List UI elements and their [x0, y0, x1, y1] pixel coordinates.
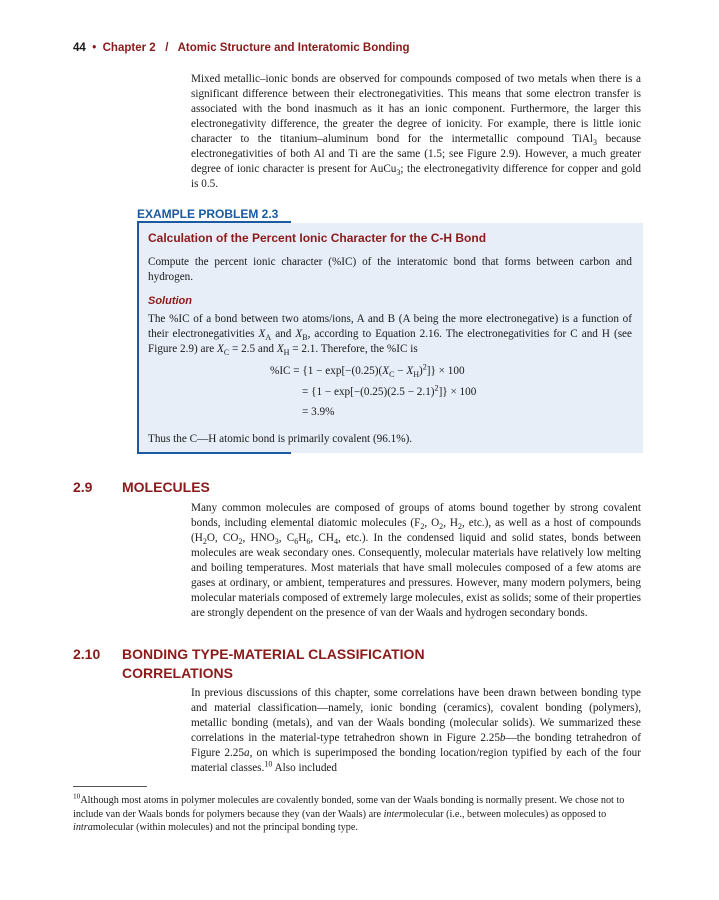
example-bottom-rule: [137, 452, 291, 454]
equation-rhs: ]} × 100: [426, 365, 465, 377]
header-separator: /: [165, 42, 169, 54]
equation-equals: =: [302, 386, 309, 398]
footnote-italic: inter: [383, 808, 403, 820]
var-x: X: [406, 365, 414, 377]
body-text: , HNO: [242, 532, 275, 544]
subscript: 4: [333, 537, 338, 547]
example-prompt: Compute the percent ionic character (%IC) of the interatomic bond that forms between carbon and hydrogen.: [148, 256, 632, 283]
var-x: X: [258, 328, 266, 340]
running-header: [73, 42, 410, 54]
section-number: 2.9: [73, 479, 93, 495]
footnote-italic: intra: [73, 822, 93, 833]
body-text: , on which is superimposed the bonding location/region typified by each of the four material classes.: [191, 747, 641, 774]
intro-text: because electronegativities of both Al and Ti are the same (1.5; see Figure 2.9). However, a much greater degree of ionic character is present for AuCu: [191, 133, 642, 175]
subscript: 2: [238, 537, 243, 547]
body-text: , CH: [310, 532, 334, 544]
subscript: 2: [202, 537, 207, 547]
body-text: , etc.). In the condensed liquid and solid states, bonds between molecules are weak secondary ones. Consequently, molecular materials have relatively low melting and boiling temperatures. Most materials that have small molecules composed of a few atoms are gases at ordinary, or ambient, temperatures and pressures. However, many modern polymers, being molecular materials composed of extremely large molecules, exist as solids; some of their properties are strongly dependent on the presence of van der Waals and hydrogen secondary bonds.: [191, 532, 642, 619]
figure-part-italic: a: [243, 747, 250, 759]
solution-text-part: The %IC of a bond between two atoms/ions, A and B (A being the more electronegative) is a function of their electronegativities: [148, 313, 632, 340]
equation-superscript: 2: [434, 383, 439, 393]
solution-text-part: = 2.5 and: [229, 343, 277, 355]
section-title-line-2: CORRELATIONS: [122, 665, 233, 681]
subscript: 3: [274, 537, 279, 547]
body-text: —the bonding tetrahedron of Figure 2.25: [191, 732, 641, 759]
var-subscript: A: [265, 333, 272, 343]
footnote-text: molecular (i.e., between molecules) as opposed to: [402, 808, 607, 820]
subscript: 2: [458, 522, 463, 532]
body-text: H: [298, 532, 307, 544]
equation-rhs: {1 − exp[−(0.25)(2.5 − 2.1): [311, 386, 435, 398]
solution-text-part: = 2.1. Therefore, the %IC is: [289, 343, 418, 355]
var-subscript: C: [223, 348, 230, 358]
footnote-text: molecular (within molecules) and not the principal bonding type.: [92, 822, 358, 833]
body-text: Also included: [272, 762, 337, 774]
body-text: , O: [424, 517, 440, 529]
section-number: 2.10: [73, 646, 101, 662]
intro-text: ; the electronegativity difference for copper and gold is 0.5.: [191, 163, 642, 190]
footnote: [73, 791, 641, 835]
section-2-9-heading: [0, 478, 719, 498]
var-x: X: [216, 343, 224, 355]
equation-line-1: [270, 362, 465, 380]
var-subscript: H: [283, 348, 290, 358]
equation-rhs: −: [394, 365, 407, 377]
equation-line-3: [302, 406, 334, 418]
section-2-9-paragraph: [191, 501, 641, 621]
equation-superscript: 2: [422, 362, 427, 372]
subscript: 6: [294, 537, 299, 547]
section-title-line-1: BONDING TYPE-MATERIAL CLASSIFICATION: [122, 646, 425, 662]
body-text: , C: [278, 532, 295, 544]
solution-text: [148, 312, 632, 357]
equation-lhs: %IC =: [270, 365, 300, 377]
chapter-title: Atomic Structure and Interatomic Bonding: [177, 42, 410, 54]
var-x: X: [276, 343, 284, 355]
equation-rhs: ]} × 100: [438, 386, 477, 398]
intro-subscript: 3: [396, 168, 401, 178]
equation-rhs: ): [419, 365, 423, 377]
equation-equals: =: [302, 406, 309, 418]
solution-text-part: , according to Equation 2.16. The electronegativities for C and H (see Figure 2.9) are: [148, 328, 632, 355]
example-problem-label: EXAMPLE PROBLEM 2.3: [137, 207, 279, 221]
footnote-reference: 10: [264, 759, 273, 769]
footnote-rule: [73, 786, 147, 787]
var-x: X: [382, 365, 390, 377]
solution-label: Solution: [148, 295, 192, 307]
solution-text-part: and: [271, 328, 296, 340]
chapter-label: Chapter 2: [102, 42, 156, 54]
intro-text: Mixed metallic–ionic bonds are observed for compounds composed of two metals when there is a significant difference between their electronegativities. This means that some electron transfer is associated with the bond inasmuch as it has an ionic component. Furthermore, the larger this electronegativity difference, the greater the degree of ionicity. For example, there is little ionic character to the titanium–aluminum bond for the intermetallic compound TiAl: [191, 73, 641, 145]
body-text: Many common molecules are composed of groups of atoms bound together by strong covalent bonds, including elemental diatomic molecules (F: [191, 502, 641, 529]
equation-rhs: {1 − exp[−(0.25)(: [302, 365, 383, 377]
example-conclusion: Thus the C—H atomic bond is primarily covalent (96.1%).: [148, 433, 413, 445]
example-title: Calculation of the Percent Ionic Character for the C-H Bond: [148, 231, 487, 245]
footnote-marker: 10: [73, 791, 81, 801]
var-x: X: [295, 328, 303, 340]
footnote-text: Although most atoms in polymer molecules are covalently bonded, some van der Waals bonding is normally present. We chose not to include van der Waals bonds for polymers because they (van der Waals) are: [73, 795, 625, 820]
var-subscript: C: [389, 370, 395, 380]
equation-result: 3.9%: [311, 406, 335, 418]
intro-paragraph: [191, 72, 641, 192]
var-subscript: H: [413, 370, 420, 380]
body-text: O, CO: [206, 532, 239, 544]
equation-line-2: [302, 383, 477, 398]
section-2-10-heading: [0, 645, 719, 685]
header-bullet: •: [92, 42, 97, 54]
var-subscript: B: [302, 333, 308, 343]
subscript: 2: [439, 522, 444, 532]
figure-part-italic: b: [499, 732, 506, 744]
subscript: 2: [420, 522, 425, 532]
body-text: , H: [443, 517, 459, 529]
subscript: 6: [306, 537, 311, 547]
body-text: In previous discussions of this chapter, some correlations have been drawn between bonding type and material classification—namely, ionic bonding (ceramics), covalent bonding (polymers), metallic bonding (metals), and van der Waals bonding (molecular solids). We summarized these correlations in the material-type tetrahedron shown in Figure 2.25: [191, 687, 641, 744]
section-2-10-paragraph: [191, 686, 641, 776]
section-title: MOLECULES: [122, 479, 210, 495]
body-text: , etc.), as well as a host of compounds (H: [191, 517, 641, 544]
page-number: 44: [73, 42, 86, 54]
intro-subscript: 3: [593, 138, 598, 148]
